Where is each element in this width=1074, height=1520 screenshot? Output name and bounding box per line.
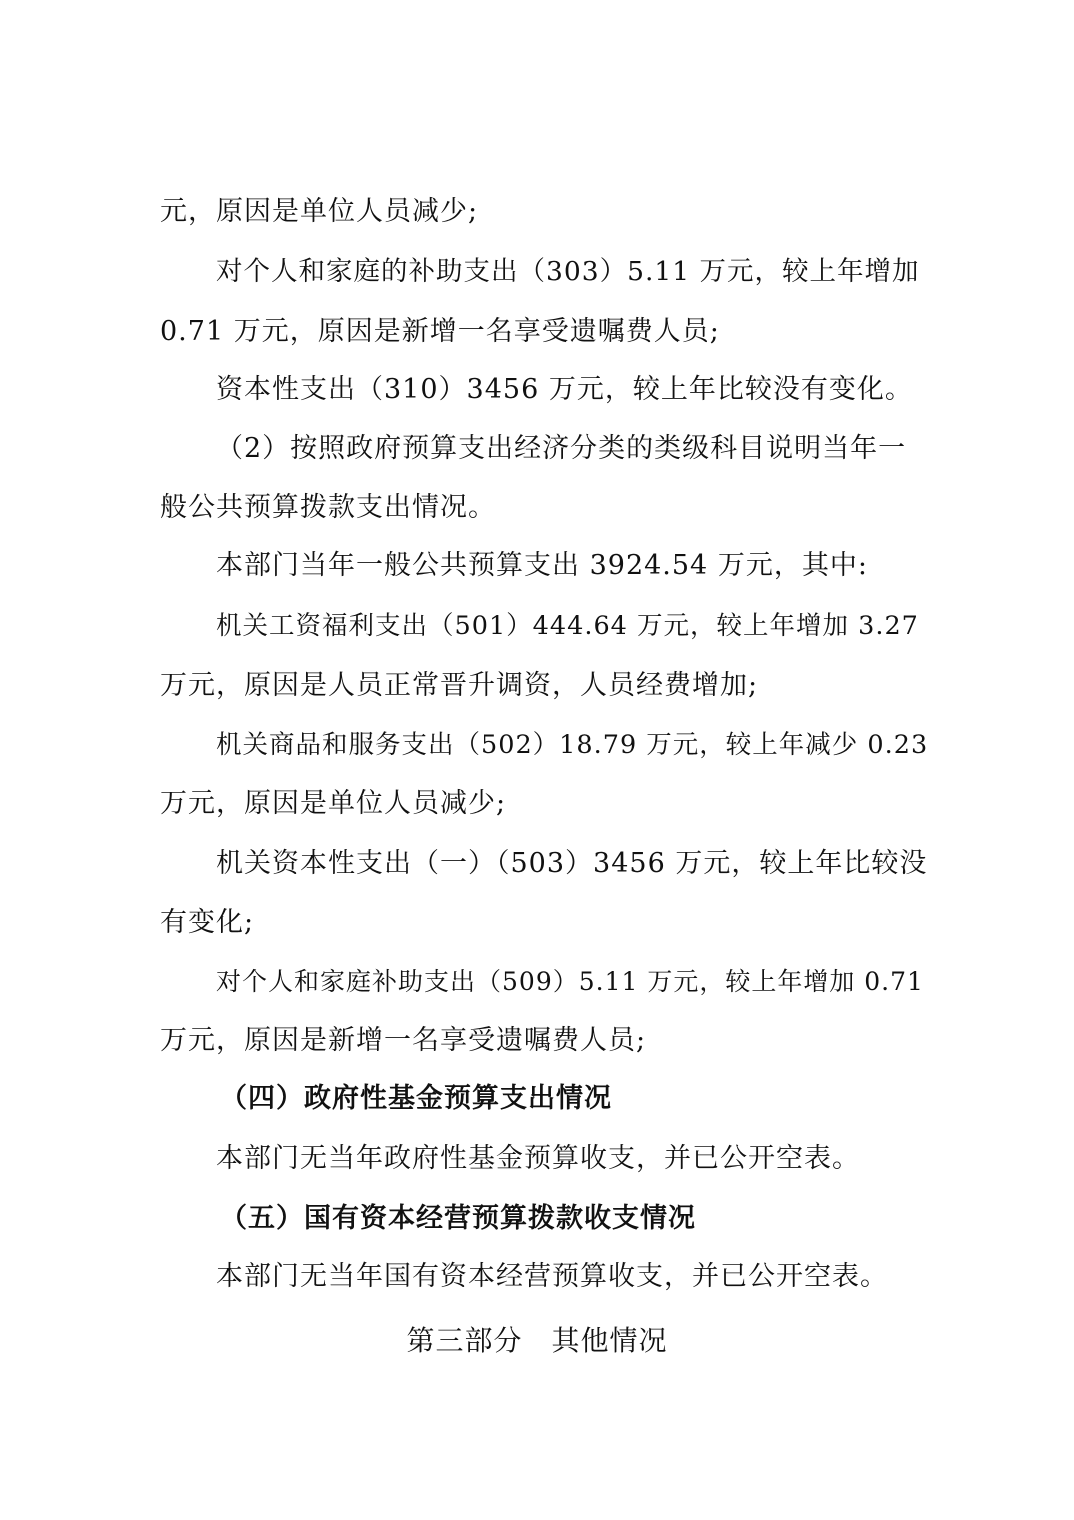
- part-title: 第三部分 其他情况: [406, 1324, 668, 1357]
- paragraph-line: 万元，原因是人员正常晋升调资，人员经费增加;: [160, 670, 759, 701]
- section-heading: （四）政府性基金预算支出情况: [220, 1083, 612, 1114]
- paragraph-line: 0.71 万元，原因是新增一名享受遗嘱费人员;: [160, 316, 720, 347]
- paragraph-line: 机关商品和服务支出（502）18.79 万元，较上年减少 0.23: [216, 730, 929, 760]
- paragraph-line: 对个人和家庭的补助支出（303）5.11 万元，较上年增加: [216, 256, 920, 287]
- paragraph-line: 资本性支出（310）3456 万元，较上年比较没有变化。: [216, 374, 913, 405]
- paragraph-line: 有变化;: [160, 907, 255, 938]
- paragraph-line: 万元，原因是单位人员减少;: [160, 788, 507, 819]
- paragraph-line: 本部门当年一般公共预算支出 3924.54 万元，其中:: [216, 550, 868, 581]
- paragraph-line: 对个人和家庭补助支出（509）5.11 万元，较上年增加 0.71: [216, 967, 924, 996]
- paragraph-line: 机关工资福利支出（501）444.64 万元，较上年增加 3.27: [216, 611, 919, 641]
- paragraph-line: 本部门无当年国有资本经营预算收支，并已公开空表。: [216, 1261, 888, 1292]
- section-heading: （五）国有资本经营预算拨款收支情况: [220, 1203, 696, 1234]
- paragraph-line: 元，原因是单位人员减少;: [160, 196, 479, 227]
- paragraph-line: 万元，原因是新增一名享受遗嘱费人员;: [160, 1025, 647, 1056]
- paragraph-line: 般公共预算拨款支出情况。: [160, 492, 496, 523]
- paragraph-line: （2）按照政府预算支出经济分类的类级科目说明当年一: [216, 433, 907, 464]
- paragraph-line: 本部门无当年政府性基金预算收支，并已公开空表。: [216, 1143, 860, 1174]
- paragraph-line: 机关资本性支出（一）（503）3456 万元，较上年比较没: [216, 848, 928, 879]
